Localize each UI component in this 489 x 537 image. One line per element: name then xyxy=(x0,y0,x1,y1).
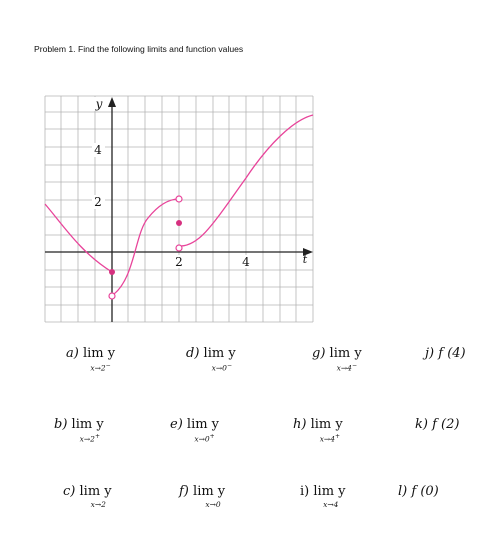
problem-i: i) lim y x→4 xyxy=(300,484,346,509)
open-point-at-0 xyxy=(109,293,115,299)
function-graph xyxy=(43,93,323,325)
y-axis-label: y xyxy=(95,97,103,111)
problem-d: d) lim y x→0− xyxy=(186,346,236,373)
problem-a: a) lim y x→2− xyxy=(66,346,116,373)
problem-f: f) lim y x→0 xyxy=(179,484,226,509)
open-point-at-2-upper xyxy=(176,196,182,202)
problem-l: l) f (0) xyxy=(398,484,439,499)
problem-title: Problem 1. Find the following limits and function values xyxy=(34,44,244,54)
problem-g: g) lim y x→4− xyxy=(312,346,362,373)
x-tick-2: 2 xyxy=(175,255,183,269)
filled-point-at-0 xyxy=(109,269,115,275)
curve-right-branch xyxy=(181,115,313,246)
y-axis-arrow-icon xyxy=(108,97,116,107)
grid xyxy=(45,96,313,322)
problem-h: h) lim y x→4+ xyxy=(293,417,343,444)
x-axis-label: t xyxy=(302,253,308,266)
filled-point-at-2 xyxy=(176,220,182,226)
y-tick-4: 4 xyxy=(94,143,102,157)
problem-j: j) f (4) xyxy=(425,346,466,361)
open-point-at-2-lower xyxy=(176,245,182,251)
curve-left-branch xyxy=(45,204,112,272)
x-tick-4: 4 xyxy=(242,255,250,269)
problem-k: k) f (2) xyxy=(415,417,460,432)
problem-c: c) lim y x→2 xyxy=(63,484,112,509)
curve-middle-branch xyxy=(114,199,179,294)
y-tick-2: 2 xyxy=(94,195,102,209)
problem-e: e) lim y x→0+ xyxy=(170,417,220,444)
problem-b: b) lim y x→2+ xyxy=(54,417,104,444)
